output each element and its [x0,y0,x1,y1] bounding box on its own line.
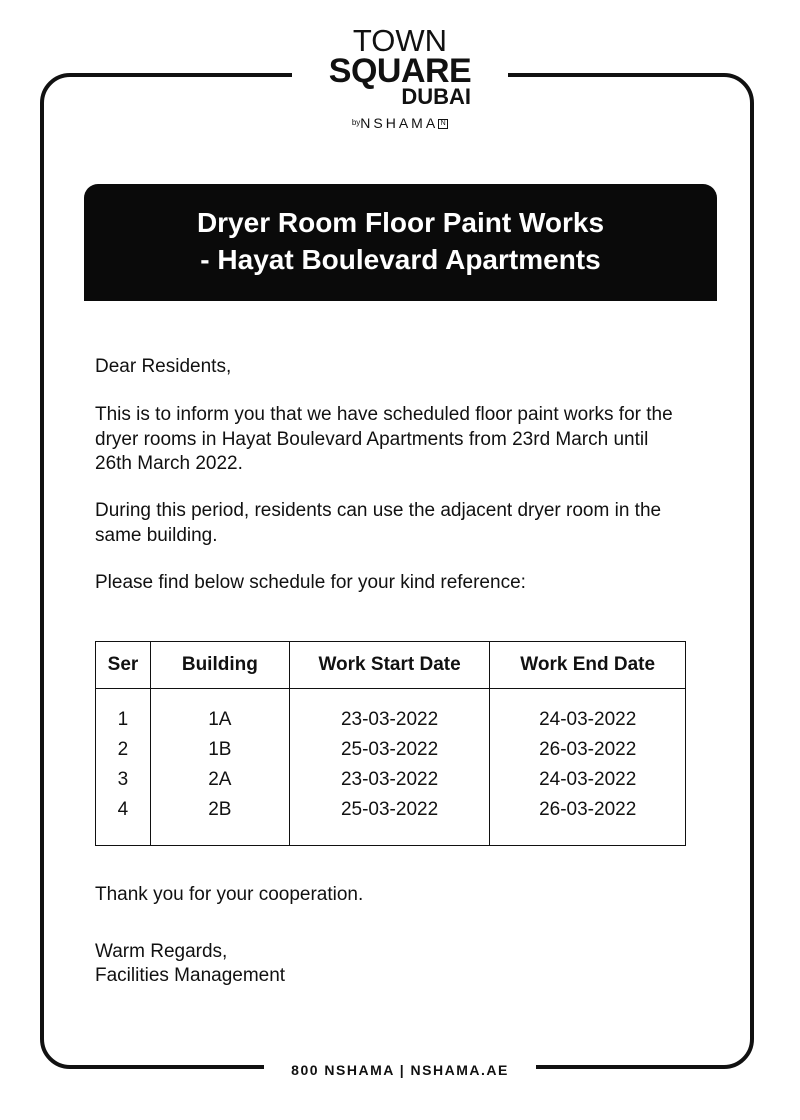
signature-line: Facilities Management [95,965,286,986]
logo-square: SQUARE [328,52,472,90]
cell-end-date: 24-03-2022 [490,689,686,736]
title-line-2: - Hayat Boulevard Apartments [200,244,601,275]
cell-building: 2B [150,795,289,846]
cell-end-date: 24-03-2022 [490,765,686,795]
cell-ser: 3 [96,765,151,795]
header-ser: Ser [96,642,151,689]
cell-end-date: 26-03-2022 [490,795,686,846]
header-start-date: Work Start Date [289,642,490,689]
closing-line: Warm Regards, [95,941,228,962]
cell-building: 1A [150,689,289,736]
table-row [96,795,686,846]
logo-by: by [351,118,361,127]
cell-end-date: 26-03-2022 [490,735,686,765]
header-building: Building [150,642,289,689]
logo-byline [0,112,800,134]
table-header-row [96,642,686,689]
cell-ser: 4 [96,795,151,846]
cell-start-date: 25-03-2022 [289,735,490,765]
nshama-mark-icon: N [438,119,448,129]
table-row [96,689,686,736]
logo-dubai: DUBAI [401,84,471,109]
title-banner [84,184,717,301]
town-square-logo [0,23,800,134]
cell-ser: 1 [96,689,151,736]
cell-building: 1B [150,735,289,765]
cell-start-date: 25-03-2022 [289,795,490,846]
cell-ser: 2 [96,735,151,765]
schedule-table [95,641,686,846]
logo-town: TOWN [352,23,448,58]
thanks-line: Thank you for your cooperation. [95,884,364,905]
table-row [96,735,686,765]
paragraph-schedule: This is to inform you that we have scheduled floor paint works for the dryer rooms in Hayat Boulevard Apartments from 23rd March until 26th March 2022. [95,404,673,474]
table-row [96,765,686,795]
cell-building: 2A [150,765,289,795]
greeting: Dear Residents, [95,356,232,377]
footer-contact: 800 NSHAMA | NSHAMA.AE [291,1062,509,1078]
header-end-date: Work End Date [490,642,686,689]
paragraph-alternative: During this period, residents can use the adjacent dryer room in the same building. [95,500,662,546]
logo-nshama: NSHAMA [360,115,439,131]
cell-start-date: 23-03-2022 [289,689,490,736]
title-line-1: Dryer Room Floor Paint Works [196,207,605,238]
paragraph-reference: Please find below schedule for your kind reference: [95,572,526,593]
cell-start-date: 23-03-2022 [289,765,490,795]
